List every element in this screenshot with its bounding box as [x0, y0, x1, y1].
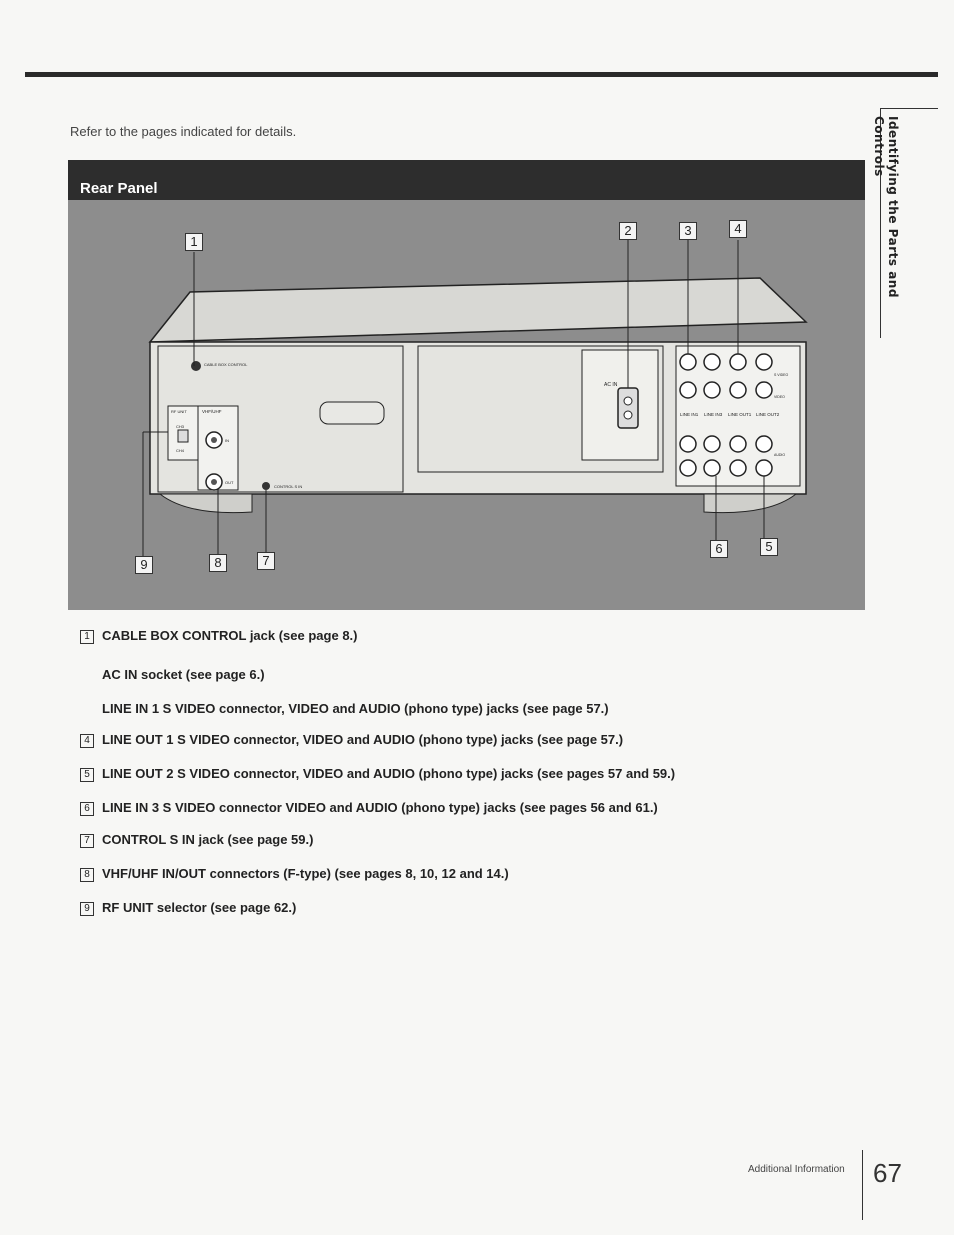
item-text: LINE OUT 1 S VIDEO connector, VIDEO and AUDIO (phono type) jacks (see page 57.): [102, 732, 624, 747]
rear-panel-diagram: [68, 200, 865, 610]
right-foot: [704, 494, 796, 513]
item-text: LINE IN 1 S VIDEO connector, VIDEO and AUDIO (phono type) jacks (see page 57.): [102, 701, 609, 716]
list-item: [80, 664, 265, 682]
panel-title: Rear Panel: [80, 180, 158, 197]
cassette-slot: [320, 402, 384, 424]
item-number: [80, 698, 94, 712]
footer-section-label: Additional Information: [748, 1164, 845, 1175]
callout-9: 9: [135, 556, 153, 574]
ac-in-socket: [618, 388, 638, 428]
list-item: [80, 698, 609, 716]
section-title: Identifying the Parts and Controls: [872, 116, 900, 298]
item-number: 1: [80, 630, 94, 644]
video-label: VIDEO: [774, 395, 785, 399]
item-number: [80, 664, 94, 678]
callout-4: 4: [729, 220, 747, 238]
rf-unit-label: RF UNIT: [171, 409, 187, 414]
item-text: AC IN socket (see page 6.): [102, 667, 265, 682]
item-text: CONTROL S IN jack (see page 59.): [102, 832, 314, 847]
s-video-label: S VIDEO: [774, 373, 789, 377]
rear-panel-figure: [68, 200, 865, 610]
left-foot: [160, 494, 252, 513]
item-number: 9: [80, 902, 94, 916]
line-in3-label: LINE IN3: [704, 412, 723, 417]
ch4-label: CH4: [176, 448, 185, 453]
panel-header: [68, 160, 865, 200]
vcr-top-cover: [150, 278, 806, 342]
control-s-in-label: CONTROL S IN: [274, 484, 303, 489]
control-s-in-jack: [262, 482, 270, 490]
list-item: [80, 866, 509, 882]
list-item: [80, 832, 313, 848]
item-text: VHF/UHF IN/OUT connectors (F-type) (see pages 8, 10, 12 and 14.): [102, 866, 509, 881]
in-label: IN: [225, 438, 229, 443]
cable-box-label: CABLE BOX CONTROL: [204, 362, 248, 367]
list-item: [80, 766, 675, 782]
callout-7: 7: [257, 552, 275, 570]
intro-text: Refer to the pages indicated for details.: [70, 124, 297, 139]
item-text: RF UNIT selector (see page 62.): [102, 900, 297, 915]
list-item: [80, 628, 358, 644]
callout-8: 8: [209, 554, 227, 572]
callout-3: 3: [679, 222, 697, 240]
list-item: [80, 732, 623, 748]
list-item: [80, 900, 296, 916]
ch3-label: CH3: [176, 424, 185, 429]
line-out1-label: LINE OUT1: [728, 412, 752, 417]
footer-rule: [862, 1150, 863, 1220]
audio-label: AUDIO: [774, 453, 786, 457]
item-number: 4: [80, 734, 94, 748]
line-out2-label: LINE OUT2: [756, 412, 780, 417]
item-number: 8: [80, 868, 94, 882]
callout-5: 5: [760, 538, 778, 556]
callout-1: 1: [185, 233, 203, 251]
callout-6: 6: [710, 540, 728, 558]
item-number: 7: [80, 834, 94, 848]
page-number: 67: [873, 1158, 902, 1188]
item-text: CABLE BOX CONTROL jack (see page 8.): [102, 628, 358, 643]
cable-box-control-jack: [191, 361, 201, 371]
item-text: LINE IN 3 S VIDEO connector VIDEO and AUDIO (phono type) jacks (see pages 56 and 61.): [102, 800, 658, 815]
item-number: 5: [80, 768, 94, 782]
item-text: LINE OUT 2 S VIDEO connector, VIDEO and AUDIO (phono type) jacks (see pages 57 and 59.): [102, 766, 676, 781]
rf-unit-switch: [178, 430, 188, 442]
callout-2: 2: [619, 222, 637, 240]
vhf-uhf-label: VHF/UHF: [202, 409, 222, 414]
item-number: 6: [80, 802, 94, 816]
side-rule-top: [880, 108, 938, 109]
list-item: [80, 800, 658, 816]
ac-in-label: AC IN: [604, 382, 618, 388]
top-rule: [25, 72, 938, 77]
out-label: OUT: [225, 480, 234, 485]
line-in1-label: LINE IN1: [680, 412, 699, 417]
